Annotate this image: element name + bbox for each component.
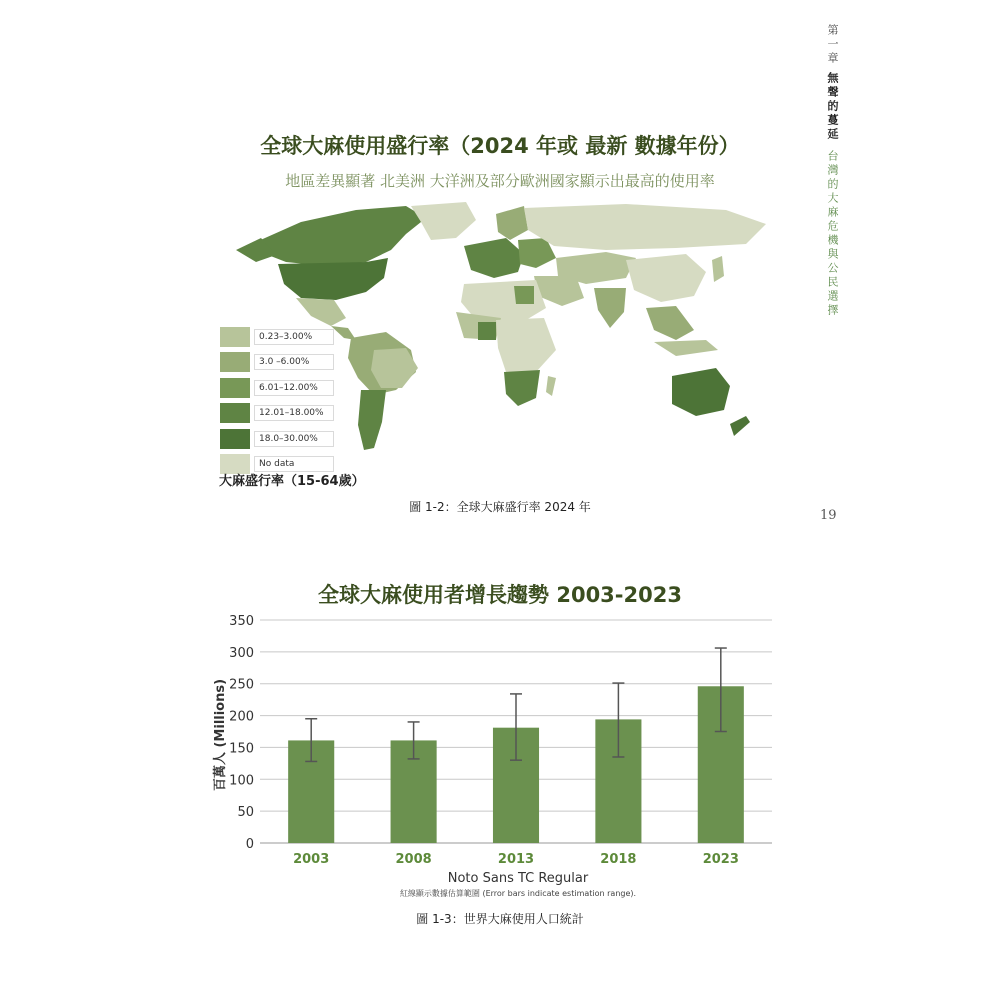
map-region-japan: [712, 256, 724, 282]
legend-item: [220, 375, 334, 401]
chapter-label: 第一章: [826, 24, 839, 66]
x-tick-label: 2008: [395, 852, 432, 867]
legend-swatch: [220, 352, 250, 372]
legend-label: 12.01–18.00%: [254, 405, 334, 421]
x-tick-label: 2003: [293, 852, 330, 867]
y-tick-label: 200: [229, 709, 254, 725]
chart-title: 全球大麻使用者增長趨勢 2003-2023: [318, 583, 682, 607]
y-tick-label: 250: [229, 677, 254, 693]
legend-label: No data: [254, 456, 334, 472]
map-region-central-africa: [496, 318, 556, 372]
map-region-southern-africa: [504, 370, 540, 406]
map-legend: [220, 324, 334, 477]
map-region-russia: [524, 204, 766, 250]
y-tick-label: 350: [229, 614, 254, 629]
page-number: 19: [820, 508, 837, 523]
map-region-canada: [256, 206, 426, 266]
legend-swatch: [220, 327, 250, 347]
y-tick-label: 0: [245, 837, 254, 852]
legend-title: 大麻盛行率（15-64歲）: [219, 474, 365, 489]
legend-item: [220, 350, 334, 376]
map-region-greenland: [411, 202, 476, 240]
x-tick-label: 2013: [497, 852, 535, 867]
x-tick-label: 2018: [600, 852, 637, 867]
legend-swatch: [220, 378, 250, 398]
map-region-india: [594, 288, 626, 328]
map-title: 全球大麻使用盛行率（2024 年或 最新 數據年份）: [260, 134, 740, 158]
chart-note: 紅線顯示數據估算範圍 (Error bars indicate estimation range).: [399, 889, 637, 898]
x-axis-label: Noto Sans TC Regular: [447, 871, 589, 886]
legend-label: 0.23–3.00%: [254, 329, 334, 345]
legend-swatch: [220, 403, 250, 423]
y-tick-label: 100: [229, 773, 254, 789]
map-region-indonesia: [654, 340, 718, 356]
book-subtitle: 台灣的大麻危機與公民選擇: [826, 150, 839, 318]
map-region-usa: [278, 258, 388, 300]
error-bars-layer: [305, 648, 727, 761]
map-region-argentina-chile: [358, 390, 386, 450]
map-region-southeast-asia: [646, 306, 694, 340]
map-region-europe-west: [464, 238, 524, 278]
legend-label: 6.01–12.00%: [254, 380, 334, 396]
legend-item: [220, 324, 334, 350]
legend-label: 3.0 –6.00%: [254, 354, 334, 370]
map-region-nigeria: [478, 322, 496, 340]
map-region-madagascar: [546, 376, 556, 396]
map-region-australia: [672, 368, 730, 416]
map-region-china: [626, 254, 706, 302]
y-tick-label: 300: [229, 645, 254, 661]
y-tick-label: 150: [229, 741, 254, 757]
legend-label: 18.0–30.00%: [254, 431, 334, 447]
book-title: 無聲的蔓延: [826, 72, 839, 142]
y-axis-label: 百萬人 (Millions): [213, 678, 228, 792]
map-caption: 圖 1-2：全球大麻盛行率 2024 年: [409, 500, 591, 514]
map-region-scandinavia: [496, 206, 528, 240]
map-region-mexico: [296, 298, 346, 326]
bar-chart-svg: [200, 570, 800, 900]
y-tick-label: 50: [237, 805, 254, 821]
bar-chart: [200, 570, 800, 900]
x-tick-label: 2023: [702, 852, 739, 867]
map-subtitle: 地區差異顯著 北美洲 大洋洲及部分歐洲國家顯示出最高的使用率: [285, 172, 715, 190]
chart-caption: 圖 1-3：世界大麻使用人口統計: [416, 912, 584, 926]
map-region-new-zealand: [730, 416, 750, 436]
legend-item: [220, 426, 334, 452]
legend-item: [220, 401, 334, 427]
legend-swatch: [220, 429, 250, 449]
map-region-egypt: [514, 286, 534, 304]
